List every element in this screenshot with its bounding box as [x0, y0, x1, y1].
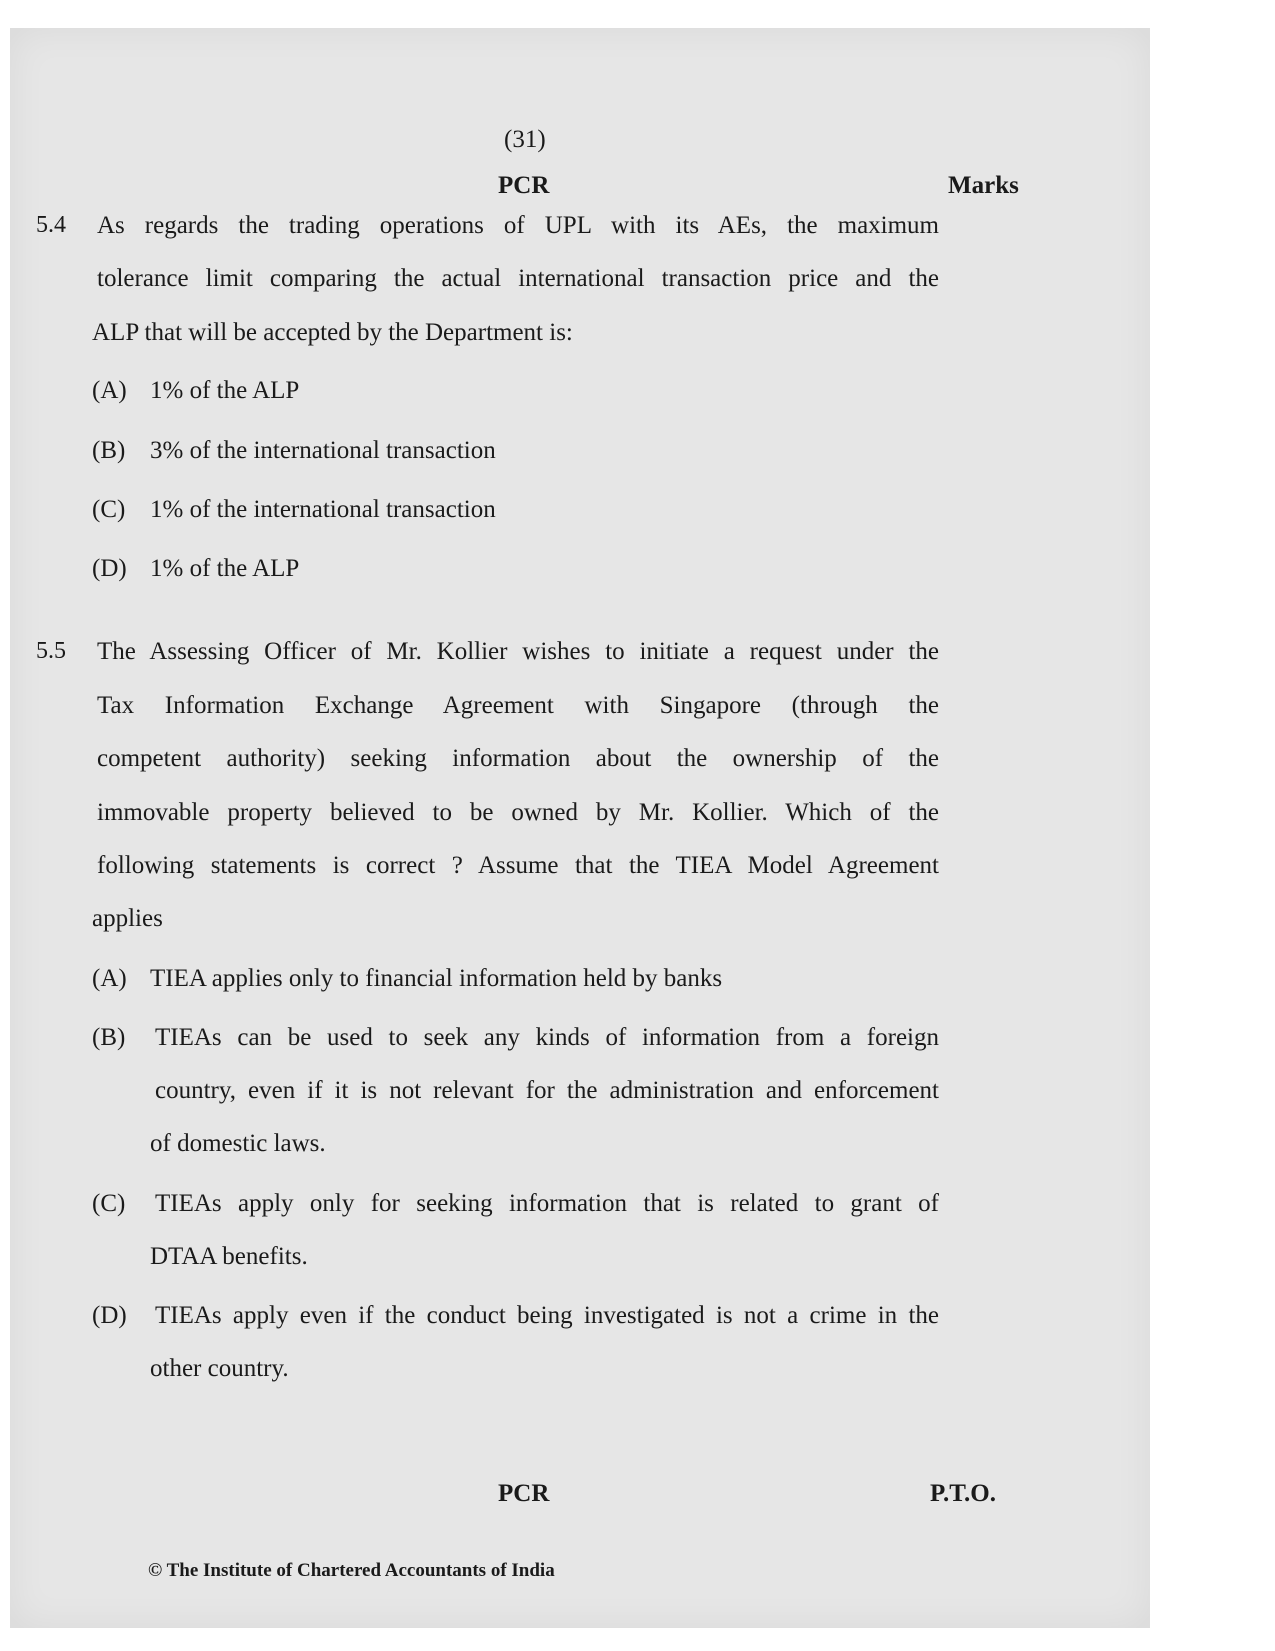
- option-letter: (A): [92, 377, 127, 404]
- option-letter: (C): [92, 1190, 126, 1217]
- page-number: (31): [504, 126, 546, 153]
- question-text-line: competent authority) seeking information about the ownership of the: [97, 745, 939, 772]
- option-text: TIEA applies only to financial information held by banks: [150, 965, 723, 992]
- question-text-line: following statements is correct ? Assume that the TIEA Model Agreement: [97, 852, 939, 879]
- option-letter: (D): [92, 1302, 127, 1329]
- header-paper-code: PCR: [498, 172, 550, 199]
- option-text: TIEAs apply only for seeking information that is related to grant of: [155, 1190, 939, 1217]
- option-text: DTAA benefits.: [150, 1243, 308, 1270]
- footer-paper-code: PCR: [498, 1480, 550, 1507]
- option-letter: (D): [92, 555, 127, 582]
- option-letter: (A): [92, 965, 127, 992]
- option-letter: (B): [92, 437, 126, 464]
- option-text: of domestic laws.: [150, 1130, 326, 1157]
- option-text: 1% of the international transaction: [150, 496, 496, 523]
- option-text: country, even if it is not relevant for the administration and enforcement: [155, 1077, 939, 1104]
- copyright-notice: © The Institute of Chartered Accountants of India: [148, 1560, 555, 1581]
- option-text: TIEAs apply even if the conduct being investigated is not a crime in the: [155, 1302, 939, 1329]
- question-text-line: The Assessing Officer of Mr. Kollier wishes to initiate a request under the: [97, 638, 939, 665]
- option-letter: (B): [92, 1024, 126, 1051]
- question-number: 5.5: [36, 638, 66, 664]
- option-letter: (C): [92, 496, 126, 523]
- question-text-line: tolerance limit comparing the actual international transaction price and the: [97, 265, 939, 292]
- option-text: 1% of the ALP: [150, 555, 300, 582]
- marks-column-heading: Marks: [948, 172, 1019, 199]
- question-text-line: ALP that will be accepted by the Department is:: [92, 319, 573, 346]
- question-text-line: Tax Information Exchange Agreement with Singapore (through the: [97, 692, 939, 719]
- please-turn-over: P.T.O.: [930, 1480, 996, 1507]
- option-text: 3% of the international transaction: [150, 437, 496, 464]
- option-text: other country.: [150, 1355, 289, 1382]
- question-number: 5.4: [36, 212, 66, 238]
- question-text-line: immovable property believed to be owned by Mr. Kollier. Which of the: [97, 799, 939, 826]
- option-text: TIEAs can be used to seek any kinds of information from a foreign: [155, 1024, 939, 1051]
- option-text: 1% of the ALP: [150, 377, 300, 404]
- question-text-line: applies: [92, 905, 163, 932]
- question-text-line: As regards the trading operations of UPL with its AEs, the maximum: [97, 212, 939, 239]
